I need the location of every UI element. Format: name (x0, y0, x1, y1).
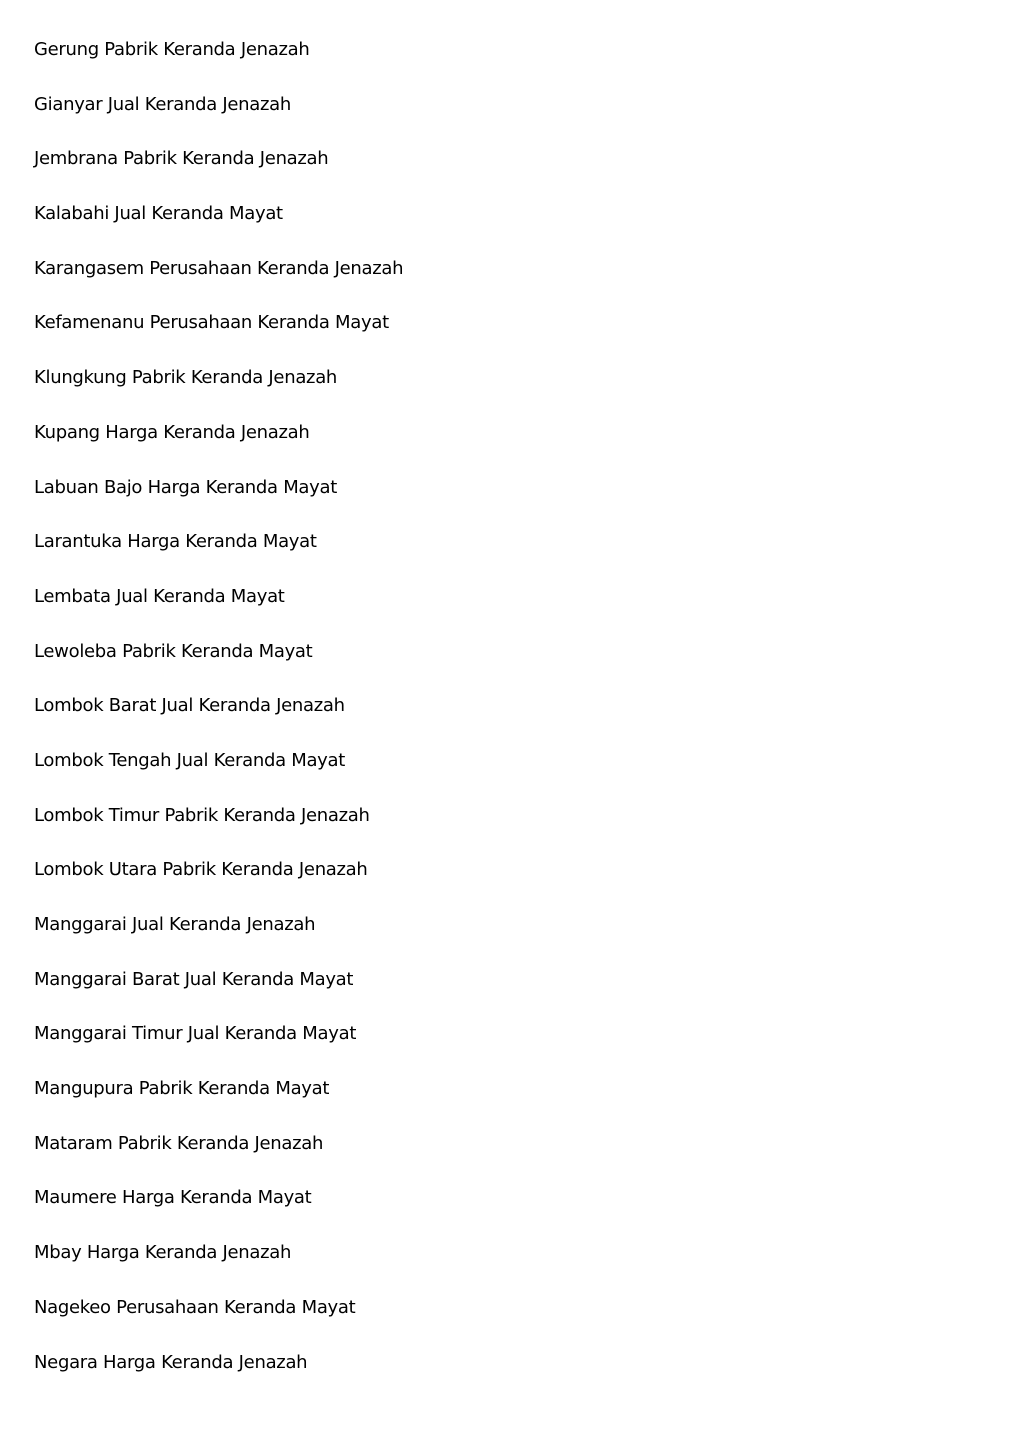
list-item: Lombok Tengah Jual Keranda Mayat (34, 749, 346, 771)
list-item: Negara Harga Keranda Jenazah (34, 1351, 308, 1373)
list-item: Mataram Pabrik Keranda Jenazah (34, 1132, 324, 1154)
list-item: Kalabahi Jual Keranda Mayat (34, 203, 283, 225)
list-item: Maumere Harga Keranda Mayat (34, 1187, 312, 1209)
list-item: Manggarai Jual Keranda Jenazah (34, 914, 316, 935)
list-item: Gerung Pabrik Keranda Jenazah (34, 39, 310, 60)
list-item: Karangasem Perusahaan Keranda Jenazah (34, 257, 404, 279)
list-item: Manggarai Timur Jual Keranda Mayat (34, 1023, 357, 1045)
list-item: Lombok Barat Jual Keranda Jenazah (34, 695, 345, 717)
list-item: Mangupura Pabrik Keranda Mayat (34, 1078, 330, 1100)
list-item: Kefamenanu Perusahaan Keranda Mayat (34, 312, 389, 334)
list-item: Gianyar Jual Keranda Jenazah (34, 93, 291, 115)
list-item: Jembrana Pabrik Keranda Jenazah (34, 148, 329, 170)
list-item: Lewoleba Pabrik Keranda Mayat (34, 640, 313, 662)
list-item: Lombok Timur Pabrik Keranda Jenazah (34, 804, 370, 826)
list-item: Larantuka Harga Keranda Mayat (34, 531, 317, 553)
list-item: Klungkung Pabrik Keranda Jenazah (34, 367, 338, 389)
list-item: Labuan Bajo Harga Keranda Mayat (34, 476, 337, 498)
location-list (34, 37, 403, 1404)
list-item: Lembata Jual Keranda Mayat (34, 585, 285, 607)
list-item: Lombok Utara Pabrik Keranda Jenazah (34, 859, 368, 881)
list-item: Manggarai Barat Jual Keranda Mayat (34, 968, 354, 990)
list-item: Nagekeo Perusahaan Keranda Mayat (34, 1296, 356, 1318)
list-item: Mbay Harga Keranda Jenazah (34, 1242, 292, 1264)
list-item: Kupang Harga Keranda Jenazah (34, 421, 310, 443)
